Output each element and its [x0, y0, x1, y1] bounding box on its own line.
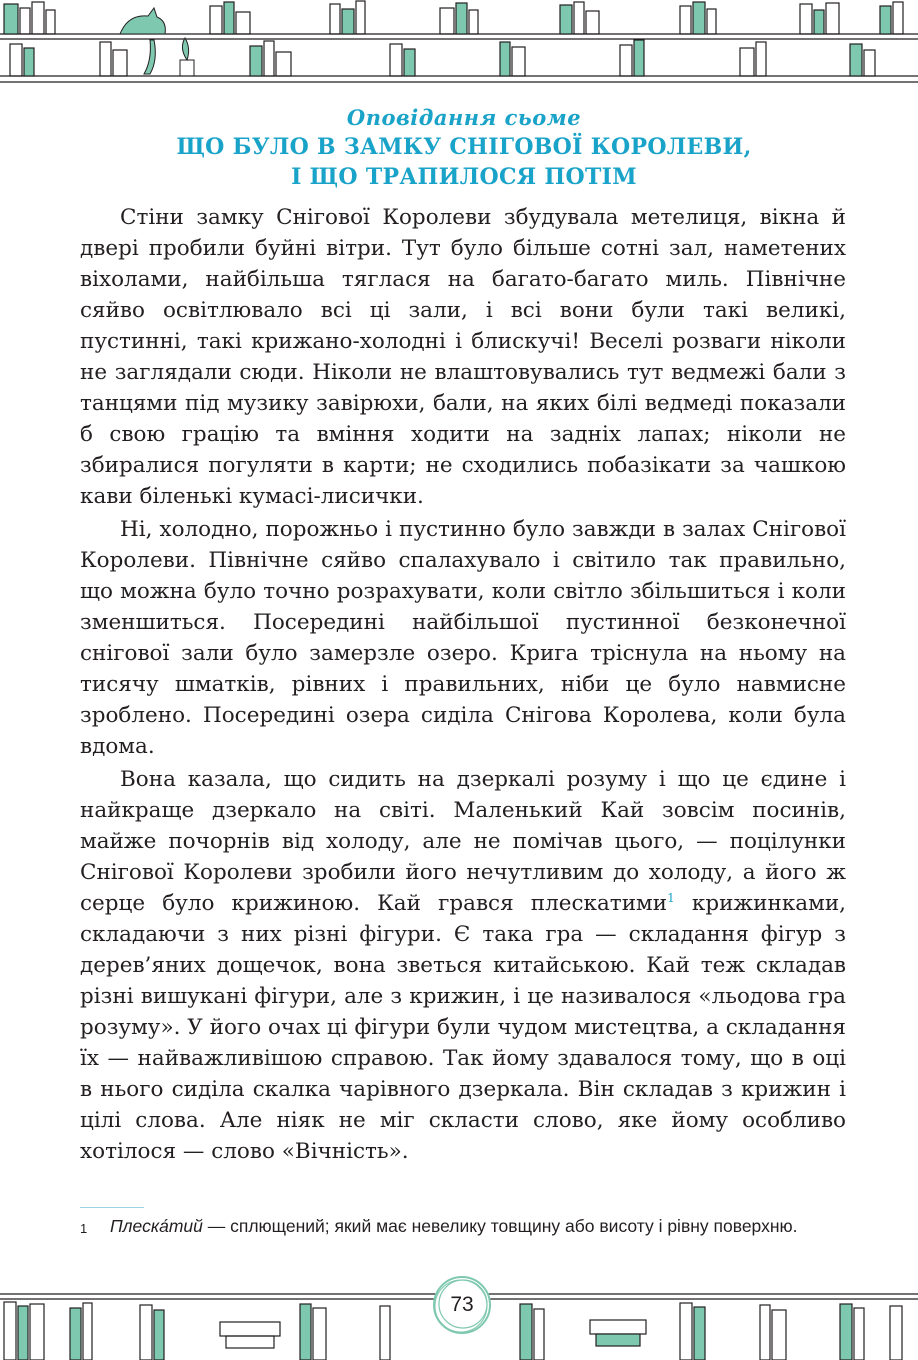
paragraph-3-part-2: крижинками, складаючи з них різні фігури. Є така гра — складання фігур з дерев’яних дощечок, вона зветься китайською. Кай теж складав різні вишукані фігури, але з крижин, і це називалося «льодова гра розуму». У його очах ці фігури були чудом мистецтва, а складання їх — найважливішою справою. Так йому здавалося тому, що в оці в нього сиділа скалка чарівного дзеркала. Він складав з крижин і цілі слова. Але ніяк не міг скласти слово, яке йому особливо хотілося — слово «Вічність». — [80, 891, 846, 1164]
story-body — [80, 202, 846, 1167]
chapter-header — [80, 104, 848, 192]
bookshelf-banner-top — [0, 0, 918, 86]
footnote-definition: — сплющений; який має невелику товщину або висоту і рівну поверхню. — [202, 1216, 798, 1236]
footnote — [80, 1214, 848, 1239]
chapter-title-line-2: І ЩО ТРАПИЛОСЯ ПОТІМ — [291, 164, 637, 190]
chapter-title-line-1: ЩО БУЛО В ЗАМКУ СНІГОВОЇ КОРОЛЕВИ, — [176, 134, 752, 160]
footnote-reference[interactable]: 1 — [667, 890, 675, 905]
footnote-number: 1 — [80, 1221, 88, 1236]
footnote-text-block — [110, 1214, 848, 1239]
chapter-subtitle: Оповідання сьоме — [346, 105, 582, 130]
page-number-badge — [431, 1274, 493, 1336]
footnote-term: Плеска́тий — [110, 1216, 203, 1236]
footnote-divider — [80, 1207, 144, 1208]
plant-icon — [180, 38, 194, 76]
page-number: 73 — [450, 1293, 474, 1316]
paragraph-1: Стіни замку Снігової Королеви збудувала метелиця, вікна й двері пробили буйні вітри. Тут було більше сотні зал, наметених віхолами, найбільша тяглася на багато-багато миль. Північне сяйво освітлювало всі ці зали, і всі вони були такі великі, пустинні, такі крижано-холодні і блискучі! Веселі розваги ніколи не заглядали сюди. Ніколи не влаштовувались тут ведмежі бали з танцями під музику завірюхи, бали, на яких білі ведмеді показали б свою грацію та вміння ходити на задніх лапах; ніколи не збиралися погуляти в карти; не сходились побазікати за чашкою кави біленькі кумасі-лисички. — [80, 205, 846, 509]
paragraph-2: Ні, холодно, порожньо і пустинно було завжди в залах Снігової Королеви. Північне сяйво спалахувало і світило так правильно, що можна було точно розрахувати, коли світло збільшиться і коли зменшиться. Посередині найбільшої пустинної безконечної снігової зали було замерзле озеро. Крига тріснула на ньому на тисячу шматків, рівних і правильних, ніби це було навмисне зроблено. Посередині озера сиділа Снігова Королева, коли була вдома. — [80, 517, 846, 759]
paragraph-3-part-1: Вона казала, що сидить на дзеркалі розуму і що це єдине і найкраще дзеркало на світі. Маленький Кай зовсім посинів, майже почорнів від холоду, але не помічав цього, — поцілунки Снігової Королеви зробили його нечутливим до холоду, а його ж серце було крижиною. Кай грався плескатими — [80, 767, 846, 916]
bookshelf-icon — [0, 0, 918, 86]
paragraph-3 — [80, 764, 846, 1167]
